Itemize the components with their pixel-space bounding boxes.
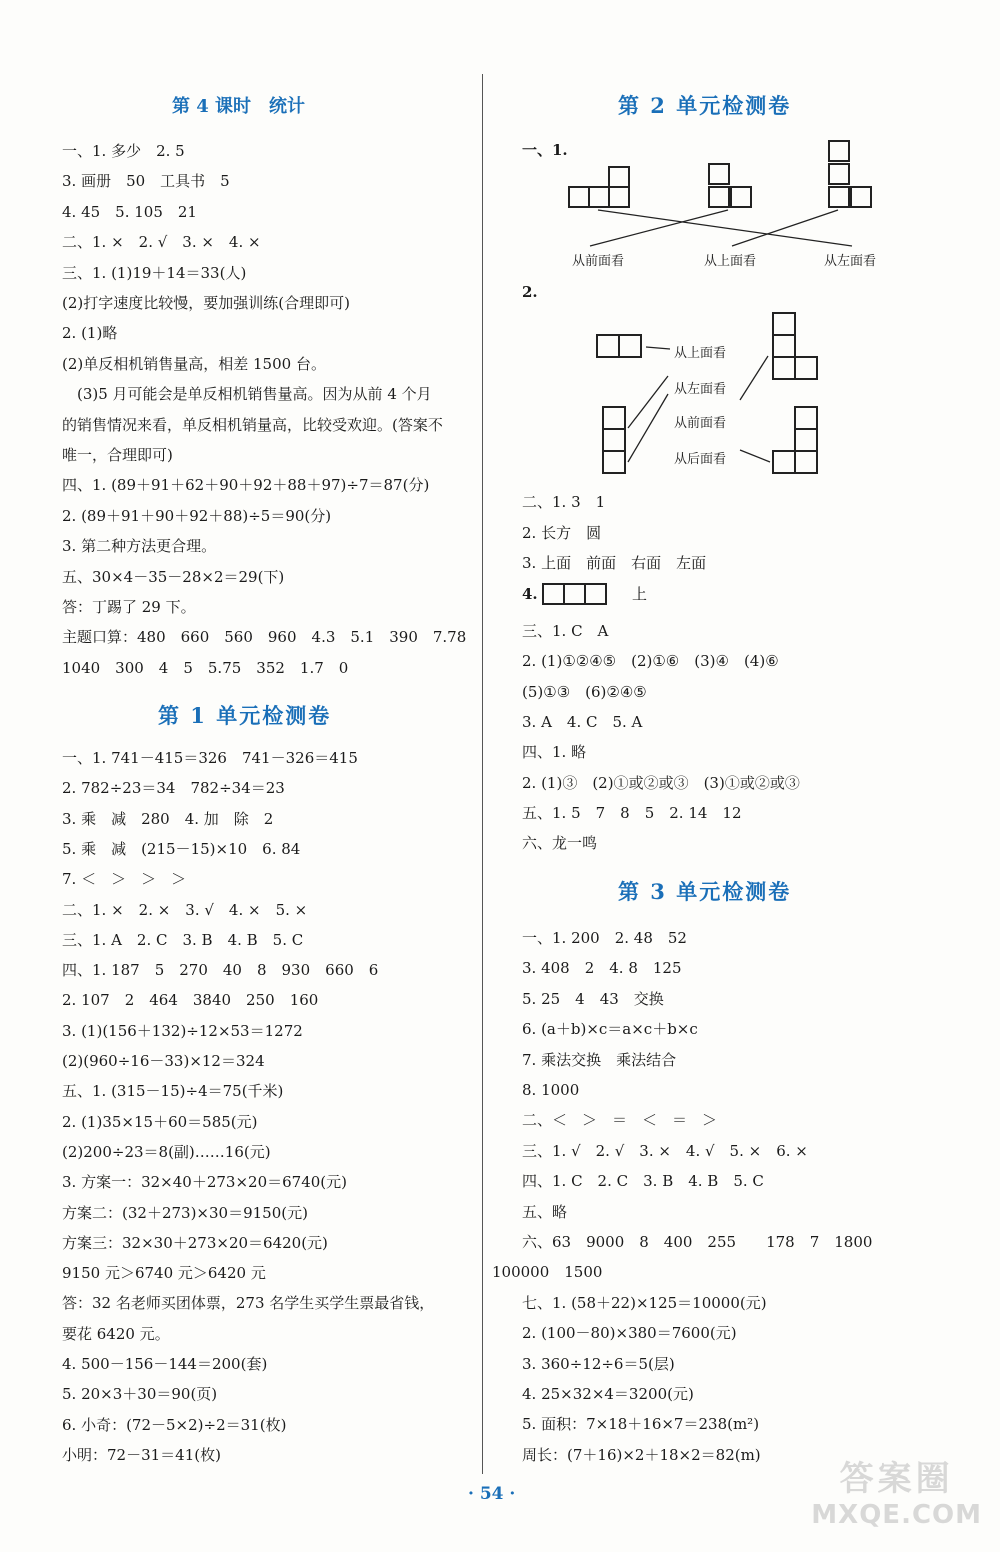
answer-line: 答：丁踢了 29 下。 bbox=[62, 598, 196, 616]
q2-label: 2. bbox=[522, 283, 538, 301]
figure-cell bbox=[563, 583, 586, 605]
answer-line: 4. 500－156－144＝200(套) bbox=[62, 1355, 268, 1373]
answer-line: 6. 小奇：(72－5×2)÷2＝31(枚) bbox=[62, 1415, 287, 1434]
q1-view-label: 从左面看 bbox=[824, 254, 877, 269]
answer-line: 2. (100－80)×380＝7600(元) bbox=[522, 1324, 737, 1343]
answer-line: 2. (1)略 bbox=[62, 324, 118, 343]
answer-line: 一、1. 多少 2. 5 bbox=[62, 142, 185, 160]
answer-line: 7. 乘法交换 乘法结合 bbox=[522, 1050, 677, 1069]
figure-cell bbox=[584, 583, 607, 605]
answer-line: 5. 20×3＋30＝90(页) bbox=[62, 1385, 218, 1404]
answer-line: 3. 乘 减 280 4. 加 除 2 bbox=[62, 809, 274, 828]
answer-line: 三、1. √ 2. √ 3. × 4. √ 5. × 6. × bbox=[522, 1141, 808, 1160]
answer-line: 七、1. (58＋22)×125＝10000(元) bbox=[522, 1293, 767, 1312]
answer-line: 唯一，合理即可) bbox=[62, 446, 173, 464]
answer-line: 3. 第二种方法更合理。 bbox=[62, 537, 217, 556]
answer-line: 3. 方案一：32×40＋273×20＝6740(元) bbox=[62, 1173, 347, 1192]
answer-line: 主题口算：480 660 560 960 4.3 5.1 390 7.78 bbox=[62, 628, 467, 647]
answer-line: 三、1. (1)19＋14＝33(人) bbox=[62, 263, 247, 282]
answer-line: 8. 1000 bbox=[522, 1081, 580, 1099]
q2-view-label: 从前面看 bbox=[674, 416, 727, 431]
answer-line: 9150 元＞6740 元＞6420 元 bbox=[62, 1264, 266, 1283]
unit1-title: 第 1 单元检测卷 bbox=[158, 703, 332, 728]
answer-line: 5. 面积：7×18＋16×7＝238(m²) bbox=[522, 1415, 760, 1434]
column-divider bbox=[482, 74, 483, 1474]
answer-line: 二、1. 3 1 bbox=[522, 493, 606, 511]
answer-line: 四、1. 187 5 270 40 8 930 660 6 bbox=[62, 961, 379, 980]
answer-line: 要花 6420 元。 bbox=[62, 1324, 170, 1343]
answer-line: 3. A 4. C 5. A bbox=[522, 712, 643, 731]
answer-line: 3. 画册 50 工具书 5 bbox=[62, 172, 230, 191]
answer-line: 一、1. 200 2. 48 52 bbox=[522, 929, 687, 947]
answer-line: 三、1. C A bbox=[522, 622, 609, 640]
answer-line: 7. ＜ ＞ ＞ ＞ bbox=[62, 870, 187, 889]
answer-line: 五、略 bbox=[522, 1202, 568, 1221]
answer-line: 六、63 9000 8 400 255 178 7 1800 bbox=[522, 1233, 873, 1251]
answer-line: 五、1. 5 7 8 5 2. 14 12 bbox=[522, 803, 742, 822]
answer-line: 4. 25×32×4＝3200(元) bbox=[522, 1385, 694, 1403]
answer-line: 2. 107 2 464 3840 250 160 bbox=[62, 991, 319, 1010]
answer-line: 1040 300 4 5 5.75 352 1.7 0 bbox=[62, 658, 349, 677]
answer-line: 五、30×4－35－28×2＝29(下) bbox=[62, 567, 285, 586]
answer-line: 四、1. (89＋91＋62＋90＋92＋88＋97)÷7＝87(分) bbox=[62, 476, 430, 495]
answer-line: (2)打字速度比较慢，要加强训练(合理即可) bbox=[62, 294, 350, 312]
q4-answer: 上 bbox=[632, 585, 648, 603]
unit3-title: 第 3 单元检测卷 bbox=[618, 879, 792, 904]
answer-line: 2. (1)①②④⑤ (2)①⑥ (3)④ (4)⑥ bbox=[522, 652, 779, 671]
q2-view-label: 从后面看 bbox=[674, 452, 727, 467]
watermark-logo bbox=[811, 1451, 982, 1530]
q1-label: 一、1. bbox=[522, 141, 568, 159]
answer-line: (2)200÷23＝8(副)……16(元) bbox=[62, 1142, 271, 1161]
q2-view-label: 从左面看 bbox=[674, 382, 727, 397]
lesson-title: 第 4 课时 统计 bbox=[172, 96, 306, 117]
answer-line: 2. (1)③ (2)①或②或③ (3)①或②或③ bbox=[522, 773, 800, 792]
answer-line: 3. 408 2 4. 8 125 bbox=[522, 959, 682, 978]
answer-line: 4. 45 5. 105 21 bbox=[62, 202, 197, 221]
figure-cell bbox=[542, 583, 565, 605]
watermark-bottom: MXQE.COM bbox=[811, 1500, 982, 1530]
answer-line: 四、1. 略 bbox=[522, 743, 587, 762]
q2-connector-lines bbox=[522, 0, 962, 490]
answer-line: 3. (1)(156＋132)÷12×53＝1272 bbox=[62, 1021, 303, 1040]
answer-line: 二、1. × 2. × 3. √ 4. × 5. × bbox=[62, 900, 308, 919]
answer-line: 方案三：32×30＋273×20＝6420(元) bbox=[62, 1233, 328, 1252]
answer-line: 周长：(7＋16)×2＋18×2＝82(m) bbox=[522, 1445, 761, 1464]
answer-line: (5)①③ (6)②④⑤ bbox=[522, 682, 647, 701]
answer-line: 2. 长方 圆 bbox=[522, 523, 602, 542]
q4-label: 4. bbox=[522, 585, 538, 603]
answer-line: 小明：72－31＝41(枚) bbox=[62, 1445, 221, 1464]
q2-view-label: 从上面看 bbox=[674, 346, 727, 361]
answer-line: (3)5 月可能会是单反相机销售量高。因为从前 4 个月 bbox=[62, 385, 432, 404]
answer-line: 四、1. C 2. C 3. B 4. B 5. C bbox=[522, 1172, 764, 1191]
answer-line: 3. 上面 前面 右面 左面 bbox=[522, 554, 707, 572]
answer-line: 五、1. (315－15)÷4＝75(千米) bbox=[62, 1082, 284, 1101]
answer-line: (2)单反相机销售量高，相差 1500 台。 bbox=[62, 354, 326, 373]
answer-line: 三、1. A 2. C 3. B 4. B 5. C bbox=[62, 930, 304, 949]
unit2-title: 第 2 单元检测卷 bbox=[618, 93, 792, 118]
answer-line: 二、1. × 2. √ 3. × 4. × bbox=[62, 233, 261, 252]
answer-line: 二、＜ ＞ ＝ ＜ ＝ ＞ bbox=[522, 1111, 718, 1130]
answer-line: 3. 360÷12÷6＝5(层) bbox=[522, 1354, 675, 1373]
page-number: · 54 · bbox=[468, 1484, 516, 1504]
answer-line: 2. (1)35×15＋60＝585(元) bbox=[62, 1112, 258, 1131]
watermark-top: 答案圈 bbox=[839, 1459, 954, 1499]
answer-line: 100000 1500 bbox=[492, 1263, 603, 1282]
answer-line: 2. 782÷23＝34 782÷34＝23 bbox=[62, 779, 285, 798]
answer-line: 6. (a＋b)×c＝a×c＋b×c bbox=[522, 1020, 698, 1039]
answer-line: 5. 25 4 43 交换 bbox=[522, 989, 664, 1008]
answer-line: 一、1. 741－415＝326 741－326＝415 bbox=[62, 749, 358, 767]
answer-line: 六、龙一鸣 bbox=[522, 834, 598, 853]
answer-line: 答：32 名老师买团体票，273 名学生买学生票最省钱， bbox=[62, 1294, 435, 1313]
page-number-value: 54 bbox=[479, 1484, 504, 1504]
answer-line: 方案二：(32＋273)×30＝9150(元) bbox=[62, 1203, 308, 1222]
answer-line: (2)(960÷16－33)×12＝324 bbox=[62, 1052, 265, 1070]
q1-view-label: 从前面看 bbox=[572, 254, 625, 269]
answer-line: 的销售情况来看，单反相机销量高，比较受欢迎。(答案不 bbox=[62, 415, 443, 434]
q1-view-label: 从上面看 bbox=[704, 254, 757, 269]
answer-line: 5. 乘 减 (215－15)×10 6. 84 bbox=[62, 839, 301, 858]
answer-line: 2. (89＋91＋90＋92＋88)÷5＝90(分) bbox=[62, 506, 332, 525]
